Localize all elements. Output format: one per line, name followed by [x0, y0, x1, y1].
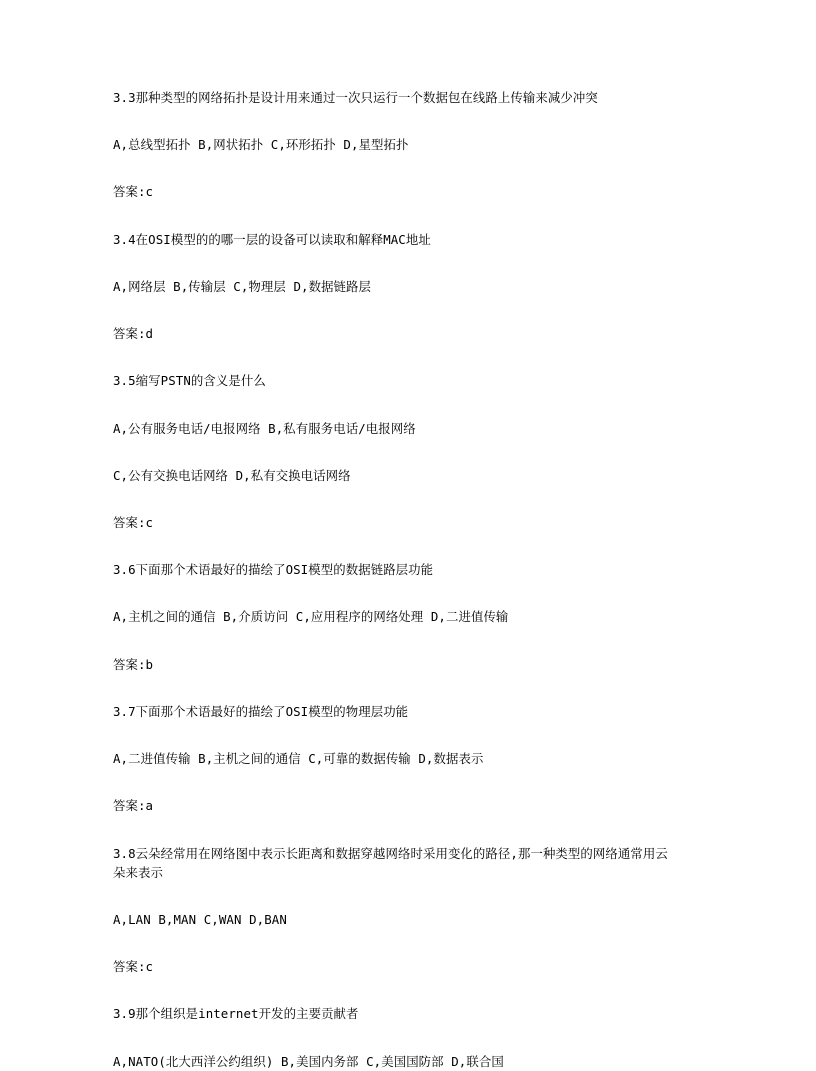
- question-stem: 3.8云朵经常用在网络图中表示长距离和数据穿越网络时采用变化的路径,那一种类型的网络通常用云朵来表示: [113, 845, 668, 880]
- document-body: [113, 88, 703, 1071]
- question-options: A,主机之间的通信 B,介质访问 C,应用程序的网络处理 D,二进值传输: [113, 609, 509, 625]
- question-options: A,二进值传输 B,主机之间的通信 C,可靠的数据传输 D,数据表示: [113, 751, 484, 767]
- question-stem: 3.9那个组织是internet开发的主要贡献者: [113, 1006, 359, 1022]
- question-answer: 答案:c: [113, 959, 154, 975]
- question-stem: 3.5缩写PSTN的含义是什么: [113, 373, 266, 389]
- question-answer: 答案:c: [113, 514, 154, 530]
- question-stem: 3.7下面那个术语最好的描绘了OSI模型的物理层功能: [113, 703, 409, 719]
- question-answer: 答案:a: [113, 798, 154, 814]
- question-options: A,网络层 B,传输层 C,物理层 D,数据链路层: [113, 278, 372, 294]
- question-options: C,公有交换电话网络 D,私有交换电话网络: [113, 467, 351, 483]
- question-options: A,总线型拓扑 B,网状拓扑 C,环形拓扑 D,星型拓扑: [113, 137, 409, 153]
- question-stem: 3.6下面那个术语最好的描绘了OSI模型的数据链路层功能: [113, 562, 434, 578]
- question-stem: 3.4在OSI模型的的哪一层的设备可以读取和解释MAC地址: [113, 231, 431, 247]
- question-options: A,LAN B,MAN C,WAN D,BAN: [113, 911, 287, 927]
- question-answer: 答案:c: [113, 184, 154, 200]
- question-answer: 答案:b: [113, 656, 154, 672]
- question-answer: 答案:d: [113, 326, 154, 342]
- question-options: A,公有服务电话/电报网络 B,私有服务电话/电报网络: [113, 420, 416, 436]
- question-stem: 3.3那种类型的网络拓扑是设计用来通过一次只运行一个数据包在线路上传输来减少冲突: [113, 90, 598, 105]
- question-options: A,NATO(北大西洋公约组织) B,美国内务部 C,美国国防部 D,联合国: [113, 1053, 504, 1069]
